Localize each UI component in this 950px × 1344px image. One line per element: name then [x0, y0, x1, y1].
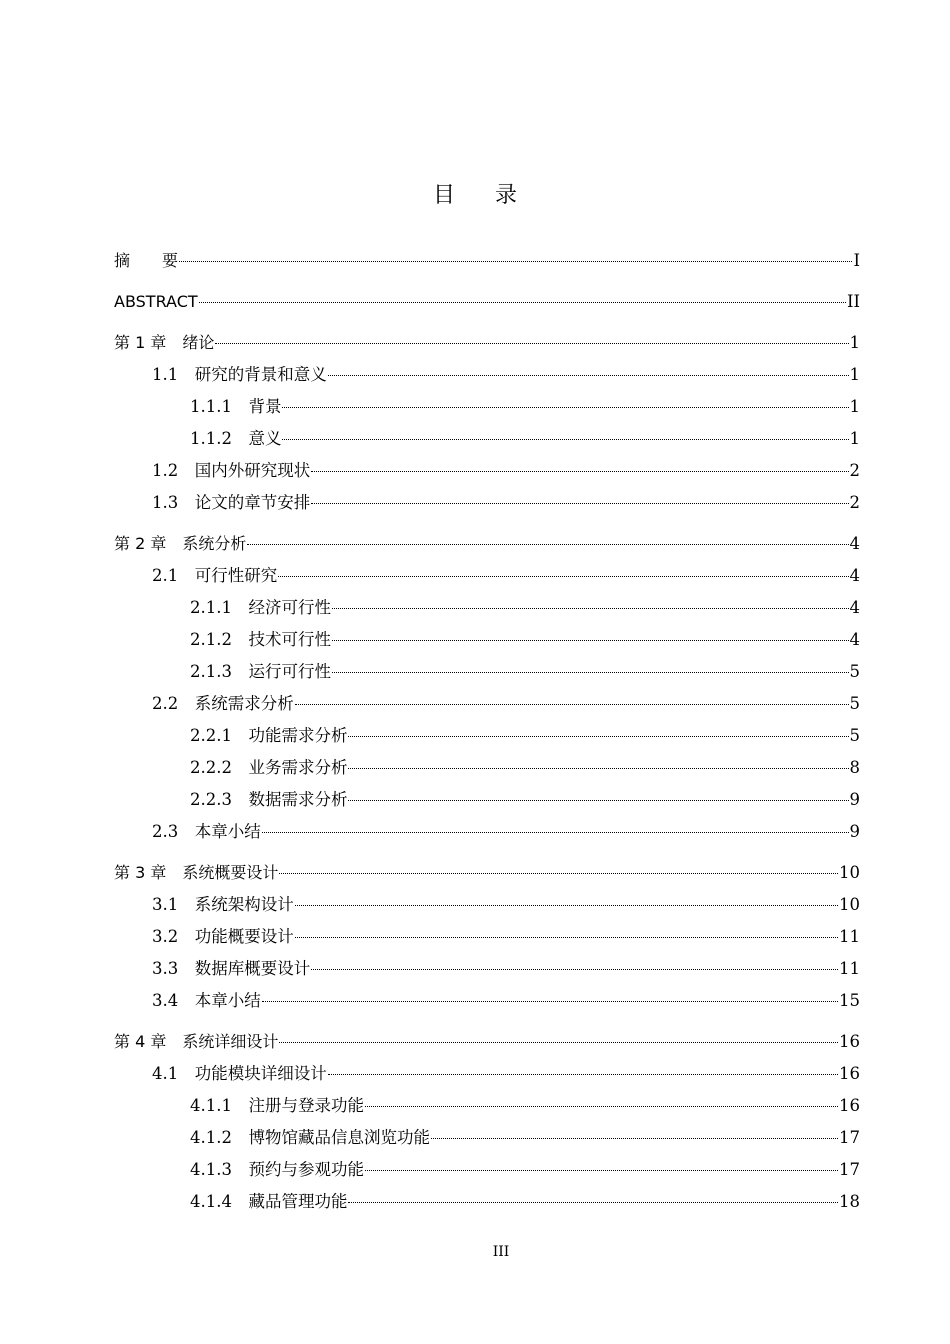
- toc-dot-leader: [311, 969, 838, 970]
- toc-entry-number: 2.2: [152, 694, 195, 713]
- toc-entry-number: 1.2: [152, 461, 195, 480]
- toc-entry-number: 3.1: [152, 895, 195, 914]
- toc-entry-page: 10: [839, 895, 860, 914]
- toc-entry-label: 意义: [248, 429, 282, 448]
- toc-entry-number: 4.1.2: [190, 1128, 249, 1147]
- toc-entry-page: 2: [849, 461, 860, 480]
- toc-entry-page: 16: [839, 1064, 860, 1083]
- toc-entry-page: I: [853, 251, 860, 270]
- toc-entry[interactable]: [190, 1127, 860, 1149]
- toc-entry-label: 研究的背景和意义: [194, 365, 327, 384]
- toc-entry-page: 4: [849, 598, 860, 617]
- toc-entry-label: 注册与登录功能: [248, 1096, 364, 1115]
- toc-entry-page: 11: [839, 959, 860, 978]
- toc-entry[interactable]: [190, 597, 860, 619]
- toc-entry-page: 4: [849, 630, 860, 649]
- toc-entry-page: 15: [839, 991, 860, 1010]
- toc-entry-number: 4.1.4: [190, 1192, 249, 1211]
- toc-dot-leader: [365, 1106, 838, 1107]
- toc-entry-label: 功能需求分析: [248, 726, 348, 745]
- toc-entry[interactable]: [152, 894, 860, 916]
- toc-entry-label: 系统需求分析: [194, 694, 294, 713]
- toc-entry-label: ABSTRACT: [114, 292, 198, 311]
- toc-entry-number: 1.1.1: [190, 397, 249, 416]
- toc-entry-label: 摘 要: [114, 251, 179, 270]
- toc-entry-number: 3.2: [152, 927, 195, 946]
- toc-entry-label: 博物馆藏品信息浏览功能: [248, 1128, 430, 1147]
- toc-entry-label: 经济可行性: [248, 598, 331, 617]
- toc-dot-leader: [348, 736, 848, 737]
- toc-entry[interactable]: [152, 460, 860, 482]
- toc-dot-leader: [348, 768, 848, 769]
- toc-dot-leader: [431, 1138, 838, 1139]
- toc-entry-page: 11: [839, 927, 860, 946]
- toc-entry-number: 2.2.3: [190, 790, 249, 809]
- toc-entry-label: 功能概要设计: [194, 927, 294, 946]
- toc-entry-page: 5: [849, 726, 860, 745]
- toc-entry-label: 本章小结: [194, 822, 261, 841]
- toc-entry-label: 本章小结: [194, 991, 261, 1010]
- toc-dot-leader: [328, 1074, 838, 1075]
- toc-entry[interactable]: [152, 926, 860, 948]
- toc-dot-leader: [328, 375, 849, 376]
- toc-entry-label: 系统架构设计: [194, 895, 294, 914]
- toc-entry[interactable]: [152, 492, 860, 514]
- toc-entry[interactable]: [190, 661, 860, 683]
- toc-entry-page: 17: [839, 1160, 860, 1179]
- toc-entry-page: 8: [849, 758, 860, 777]
- toc-dot-leader: [282, 439, 848, 440]
- toc-entry-label: 国内外研究现状: [194, 461, 311, 480]
- toc-entry-number: 2.2.2: [190, 758, 249, 777]
- toc-entry-page: 16: [839, 1032, 860, 1051]
- toc-entry-page: 10: [839, 863, 860, 882]
- toc-entry[interactable]: [114, 1031, 860, 1053]
- toc-dot-leader: [282, 407, 848, 408]
- toc-entry-number: 4.1.1: [190, 1096, 249, 1115]
- toc-dot-leader: [365, 1170, 838, 1171]
- toc-entry-label: 可行性研究: [194, 566, 278, 585]
- toc-entry-label: 论文的章节安排: [194, 493, 311, 512]
- toc-dot-leader: [332, 640, 849, 641]
- toc-entry-label: 系统分析: [182, 534, 247, 553]
- toc-entry[interactable]: [152, 1063, 860, 1085]
- toc-entry-page: 9: [849, 790, 860, 809]
- toc-entry-page: 2: [849, 493, 860, 512]
- toc-entry-page: 5: [849, 662, 860, 681]
- toc-entry[interactable]: [152, 364, 860, 386]
- toc-entry-number: 3.4: [152, 991, 195, 1010]
- toc-entry-label: 系统详细设计: [182, 1032, 279, 1051]
- toc-entry[interactable]: [114, 862, 860, 884]
- toc-entry[interactable]: [190, 1095, 860, 1117]
- toc-entry-number: 2.1.1: [190, 598, 249, 617]
- toc-entry[interactable]: [152, 565, 860, 587]
- toc-entry-number: 4.1: [152, 1064, 195, 1083]
- toc-entry-page: 16: [839, 1096, 860, 1115]
- toc-dot-leader: [295, 905, 838, 906]
- toc-entry[interactable]: [190, 725, 860, 747]
- toc-dot-leader: [348, 1202, 838, 1203]
- toc-dot-leader: [279, 873, 838, 874]
- toc-entry[interactable]: [114, 250, 860, 272]
- toc-entry-number: 1.1: [152, 365, 195, 384]
- toc-entry[interactable]: [190, 757, 860, 779]
- toc-dot-leader: [179, 261, 852, 262]
- toc-dot-leader: [311, 503, 848, 504]
- toc-entry-label: 数据需求分析: [248, 790, 348, 809]
- toc-entry-page: 9: [849, 822, 860, 841]
- toc-entry-page: II: [846, 292, 860, 311]
- toc-dot-leader: [279, 1042, 838, 1043]
- toc-entry-number: 1.1.2: [190, 429, 249, 448]
- toc-entry-page: 1: [849, 333, 860, 352]
- toc-entry-number: 2.1.3: [190, 662, 249, 681]
- toc-entry-page: 17: [839, 1128, 860, 1147]
- toc-entry-label: 功能模块详细设计: [194, 1064, 327, 1083]
- toc-entry[interactable]: [190, 428, 860, 450]
- toc-dot-leader: [215, 343, 848, 344]
- toc-entry-number: 第 3 章: [114, 863, 183, 882]
- toc-entry-page: 4: [849, 566, 860, 585]
- toc-dot-leader: [262, 1001, 838, 1002]
- toc-entry[interactable]: [152, 693, 860, 715]
- toc-entry-number: 4.1.3: [190, 1160, 249, 1179]
- toc-entry-label: 运行可行性: [248, 662, 331, 681]
- toc-entry[interactable]: [190, 396, 860, 418]
- toc-entry-number: 1.3: [152, 493, 195, 512]
- toc-dot-leader: [262, 832, 849, 833]
- toc-entry-page: 1: [849, 365, 860, 384]
- toc-entry-label: 预约与参观功能: [248, 1160, 364, 1179]
- toc-entry-label: 藏品管理功能: [248, 1192, 348, 1211]
- toc-entry-number: 2.3: [152, 822, 195, 841]
- toc-entry-number: 第 1 章: [114, 333, 183, 352]
- toc-entry-label: 背景: [248, 397, 282, 416]
- toc-entry[interactable]: [114, 332, 860, 354]
- toc-entry-number: 第 4 章: [114, 1032, 183, 1051]
- page-number-footer: III: [492, 1244, 510, 1260]
- toc-dot-leader: [295, 937, 838, 938]
- toc-entry[interactable]: [190, 1159, 860, 1181]
- page-title: 目录: [432, 183, 557, 208]
- toc-entry[interactable]: [114, 291, 860, 313]
- toc-dot-leader: [278, 576, 848, 577]
- toc-entry-page: 1: [849, 397, 860, 416]
- toc-entry-number: 2.1.2: [190, 630, 249, 649]
- toc-entry-page: 4: [849, 534, 860, 553]
- toc-dot-leader: [247, 544, 848, 545]
- toc-entry-page: 1: [849, 429, 860, 448]
- toc-entry[interactable]: [152, 958, 860, 980]
- toc-entry[interactable]: [190, 629, 860, 651]
- toc-dot-leader: [348, 800, 848, 801]
- toc-entry-label: 技术可行性: [248, 630, 331, 649]
- toc-entry[interactable]: [190, 789, 860, 811]
- toc-dot-leader: [311, 471, 848, 472]
- toc-dot-leader: [332, 672, 849, 673]
- toc-entry-label: 业务需求分析: [248, 758, 348, 777]
- toc-entry[interactable]: [114, 533, 860, 555]
- toc-entry-page: 18: [839, 1192, 860, 1211]
- toc-entry-label: 数据库概要设计: [194, 959, 311, 978]
- toc-dot-leader: [199, 302, 846, 303]
- toc-entry[interactable]: [190, 1191, 860, 1213]
- toc-entry-label: 绪论: [182, 333, 215, 352]
- toc-entry-number: 2.2.1: [190, 726, 249, 745]
- toc-entry-label: 系统概要设计: [182, 863, 279, 882]
- toc-dot-leader: [295, 704, 849, 705]
- toc-entry-number: 3.3: [152, 959, 195, 978]
- toc-entry-number: 2.1: [152, 566, 195, 585]
- toc-entry[interactable]: [152, 821, 860, 843]
- toc-dot-leader: [332, 608, 849, 609]
- toc-entry-number: 第 2 章: [114, 534, 183, 553]
- toc-entry-page: 5: [849, 694, 860, 713]
- toc-entry[interactable]: [152, 990, 860, 1012]
